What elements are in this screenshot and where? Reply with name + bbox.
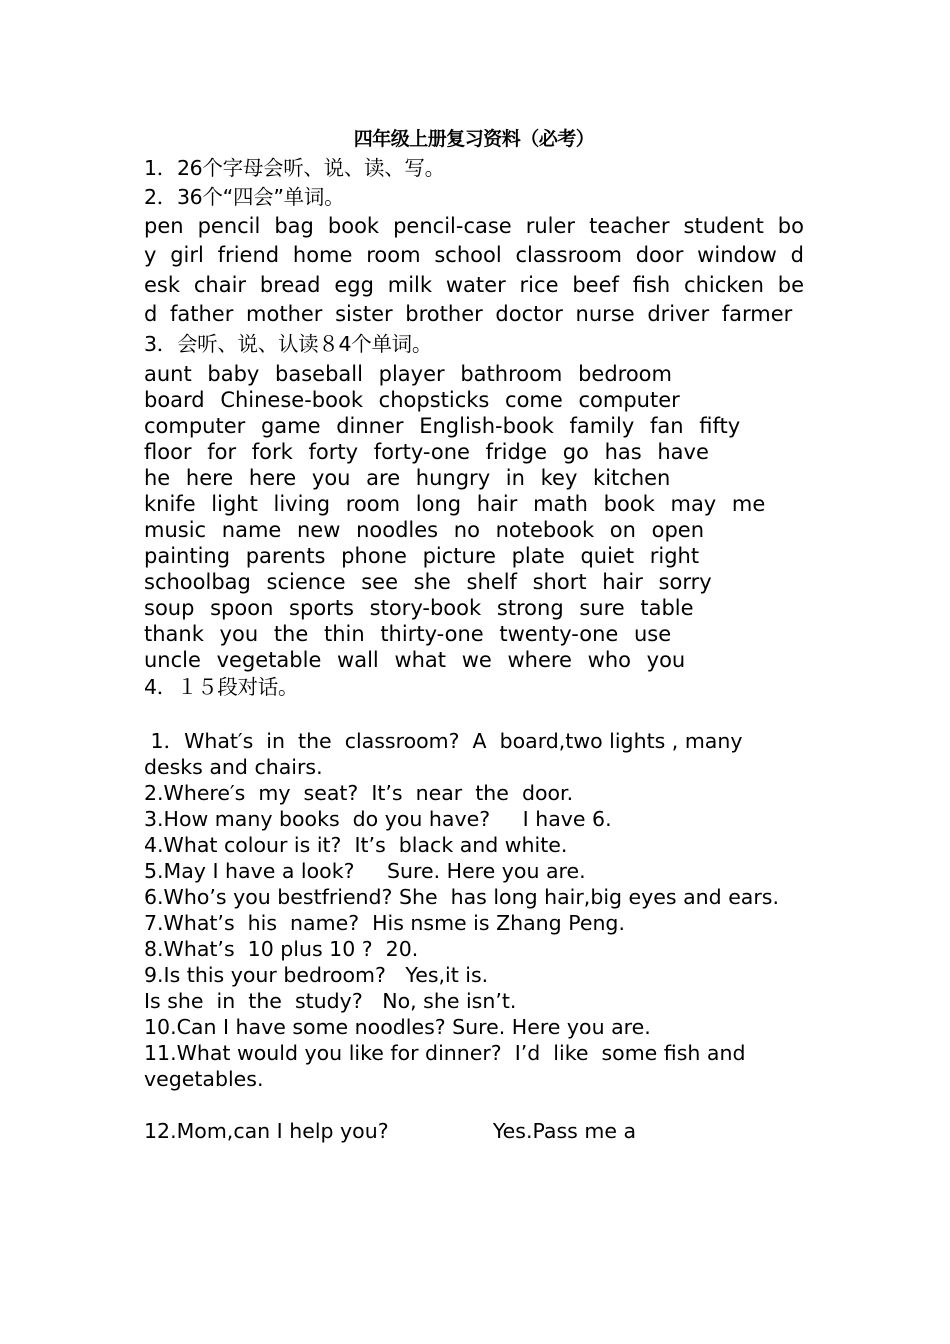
blank-line [144,702,804,728]
dialogue-item: 9.Is this your bedroom? Yes,it is. [144,962,489,987]
dialogue-item: 5.May I have a look? Sure. Here you are. [144,858,586,883]
dialogue-item: 3.How many books do you have? I have 6. [144,806,612,831]
section-heading-1: 1．26个字母会听、说、读、写。 [144,156,445,180]
dialogue-item: 12.Mom,can I help you? Yes.Pass me a [144,1118,637,1143]
word-list-84 [144,361,804,673]
dialogue-item: 2.Where′s my seat? It’s near the door. [144,780,574,805]
dialogue-item: 6.Who’s you bestfriend? She has long hair,big eyes and ears. [144,884,779,909]
dialogue-item: 4.What colour is it? It’s black and white. [144,832,568,857]
word-list-line: aunt baby baseball player bathroom bedroom [144,361,672,386]
word-list-line: schoolbag science see she shelf short hair sorry [144,569,712,594]
word-list-line: he here here you are hungry in key kitchen [144,465,671,490]
blank-line [144,1092,804,1118]
word-list-line: painting parents phone picture plate quiet right [144,543,700,568]
dialogue-list [144,728,804,1144]
word-list-line: soup spoon sports story-book strong sure table [144,595,694,620]
dialogue-item: 10.Can I have some noodles? Sure. Here you are. [144,1014,651,1039]
section-heading-2: 2．36个“四会”单词。 [144,185,345,209]
page-title: 四年级上册复习资料（必考） [353,128,595,150]
word-list-line: thank you the thin thirty-one twenty-one use [144,621,672,646]
dialogue-item: 1．What′s in the classroom? A board,two lights , many desks and chairs. [144,728,750,779]
word-list-36: pen pencil bag book pencil-case ruler teacher student boy girl friend home room school classroom door window desk chair bread egg milk water rice beef fish chicken bed father mother sister brother doctor nurse driver farmer [144,214,804,327]
dialogue-item: 7.What’s his name? His nsme is Zhang Peng. [144,910,625,935]
dialogue-item: Is she in the study? No, she isn’t. [144,988,517,1013]
dialogue-item: 11.What would you like for dinner? I’d like some fish and vegetables. [144,1040,753,1091]
word-list-line: knife light living room long hair math book may me [144,491,766,516]
dialogue-item: 8.What’s 10 plus 10 ? 20. [144,936,419,961]
word-list-line: board Chinese-book chopsticks come computer [144,387,680,412]
word-list-line: uncle vegetable wall what we where who you [144,647,686,672]
document-body [144,126,804,1144]
word-list-line: music name new noodles no notebook on open [144,517,705,542]
section-heading-4: 4．１５段对话。 [144,674,299,699]
section-heading-3: 3．会听、说、认读８4个单词。 [144,331,433,356]
word-list-line: computer game dinner English-book family fan fifty [144,413,741,438]
word-list-line: floor for fork forty forty-one fridge go has have [144,439,709,464]
